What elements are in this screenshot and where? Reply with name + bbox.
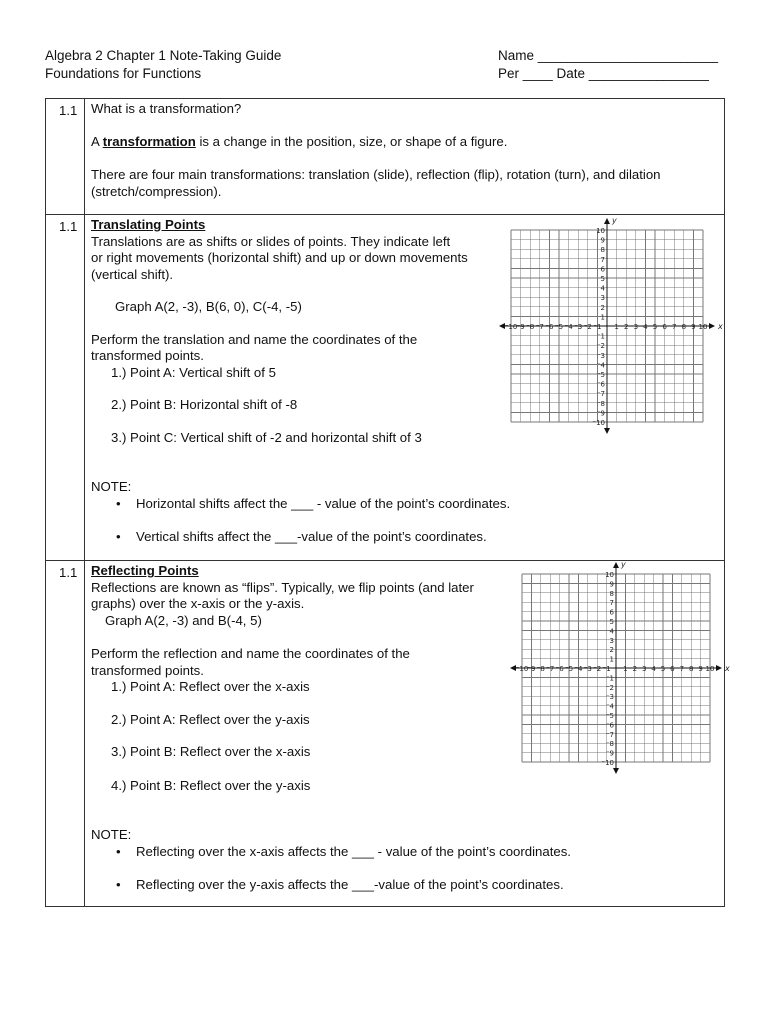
x-tick-label: ⁻6 — [555, 665, 564, 673]
y-tick-label: 10 — [596, 227, 605, 235]
x-tick-label: ⁻3 — [583, 665, 592, 673]
y-tick-label: 3 — [609, 636, 614, 645]
y-tick-label: 6 — [609, 608, 614, 617]
y-tick-label: 7 — [609, 599, 614, 608]
x-tick-label: 2 — [632, 665, 638, 673]
x-tick-label: ⁻4 — [574, 665, 583, 673]
x-tick-label: ⁻1 — [593, 323, 602, 331]
y-tick-label: 2 — [609, 646, 614, 655]
x-tick-label: 3 — [633, 323, 639, 331]
y-axis-label: y — [621, 560, 626, 569]
y-tick-label: ⁻7 — [596, 390, 605, 399]
exercise-item: 2.) Point A: Reflect over the y-axis — [111, 711, 310, 727]
section-row-transformation — [46, 99, 725, 215]
y-tick-label: 3 — [600, 294, 605, 303]
graph-instruction: Graph A(2, -3) and B(-4, 5) — [105, 612, 262, 628]
x-tick-label: ⁻8 — [536, 665, 545, 673]
section-row-translating — [46, 215, 725, 561]
x-tick-label: ⁻9 — [516, 323, 525, 331]
x-tick-label: ⁻2 — [583, 323, 592, 331]
x-tick-label: 9 — [691, 323, 696, 331]
y-tick-label: 9 — [609, 580, 614, 589]
y-tick-label: 7 — [600, 255, 605, 264]
y-tick-label: 5 — [600, 275, 605, 283]
y-tick-label: 9 — [600, 236, 605, 245]
y-tick-label: 1 — [600, 313, 605, 322]
y-tick-label: ⁻1 — [605, 674, 614, 683]
intro-line: (vertical shift). — [91, 266, 174, 282]
x-tick-label: 6 — [670, 665, 675, 673]
note-table — [45, 98, 730, 907]
x-tick-label: 7 — [679, 665, 685, 673]
note-label: NOTE: — [91, 479, 132, 494]
x-tick-label: 5 — [660, 665, 666, 673]
x-axis-label: x — [725, 664, 730, 673]
definition-term: transformation — [102, 133, 196, 149]
x-tick-label: 9 — [698, 665, 703, 673]
section-number: 1.1 — [46, 99, 85, 215]
y-tick-label: ⁻9 — [596, 409, 605, 418]
y-tick-label: ⁻2 — [596, 342, 605, 351]
exercise-item: 2.) Point B: Horizontal shift of -8 — [111, 397, 298, 412]
x-tick-label: 1 — [614, 323, 619, 331]
x-tick-label: ⁻2 — [593, 665, 602, 673]
note-bullet: • Vertical shifts affect the ___-value of the point’s coordinates. — [91, 529, 724, 546]
intro-line: graphs) over the x-axis or the y-axis. — [91, 596, 305, 611]
x-tick-label: 1 — [623, 665, 628, 673]
coordinate-grid[interactable] — [510, 560, 730, 779]
y-tick-label: ⁻5 — [605, 712, 614, 720]
section-body-reflecting — [85, 560, 730, 907]
transformations-list-text: There are four main transformations: translation (slide), reflection (flip), rotation (turn), and dilation (stretch/compression). — [91, 167, 661, 199]
section-body-transformation — [85, 99, 725, 215]
y-tick-label: 10 — [605, 571, 614, 579]
x-tick-label: 5 — [652, 323, 658, 331]
x-tick-label: ⁻8 — [526, 323, 535, 331]
x-axis-label: x — [718, 322, 723, 331]
y-tick-label: 8 — [600, 246, 605, 255]
y-tick-label: ⁻7 — [605, 730, 614, 739]
section-heading: Translating Points — [91, 217, 206, 232]
x-tick-label: 8 — [688, 665, 694, 673]
y-tick-label: 4 — [600, 284, 605, 293]
name-field[interactable]: Name ________________________ — [498, 48, 718, 63]
x-tick-label: ⁻5 — [564, 665, 574, 673]
y-tick-label: 5 — [609, 618, 614, 626]
x-tick-label: ⁻3 — [574, 323, 583, 331]
coordinate-grid[interactable] — [498, 218, 723, 444]
section-number: 1.1 — [46, 215, 85, 561]
exercise-item: 1.) Point A: Vertical shift of 5 — [111, 364, 276, 380]
y-tick-label: ⁻4 — [596, 361, 605, 370]
x-tick-label: ⁻10 — [504, 323, 518, 331]
header-right — [498, 47, 718, 83]
period-date-field[interactable]: Per ____ Date ________________ — [498, 66, 709, 81]
document-subtitle: Foundations for Functions — [45, 66, 202, 81]
x-tick-label: 8 — [681, 323, 687, 331]
y-tick-label: ⁻10 — [592, 419, 605, 427]
note-bullet: • Horizontal shifts affect the ___ - value of the point’s coordinates. — [91, 496, 724, 513]
x-tick-label: 4 — [643, 323, 648, 331]
y-tick-label: 6 — [600, 265, 605, 274]
x-tick-label: 10 — [698, 323, 708, 331]
y-axis-arrow-down — [613, 768, 619, 774]
y-axis-label: y — [612, 216, 617, 225]
x-tick-label: ⁻7 — [535, 323, 544, 331]
y-tick-label: ⁻3 — [596, 351, 605, 360]
y-tick-label: ⁻6 — [605, 721, 614, 730]
x-tick-label: 3 — [641, 665, 647, 673]
intro-line: Reflections are known as “flips”. Typically, we flip points (and later — [91, 579, 474, 595]
note-label: NOTE: — [91, 827, 132, 842]
x-tick-label: 10 — [705, 665, 715, 673]
document-title: Algebra 2 Chapter 1 Note-Taking Guide — [45, 48, 282, 63]
x-tick-label: ⁻9 — [527, 665, 536, 673]
exercise-item: 3.) Point C: Vertical shift of -2 and horizontal shift of 3 — [111, 429, 422, 445]
y-tick-label: ⁻2 — [605, 683, 614, 692]
y-tick-label: ⁻4 — [605, 702, 614, 711]
x-tick-label: 6 — [662, 323, 667, 331]
intro-line: or right movements (horizontal shift) and up or down movements — [91, 250, 468, 265]
y-tick-label: 4 — [609, 627, 614, 636]
intro-line: Translations are as shifts or slides of points. They indicate left — [91, 233, 451, 249]
x-tick-label: ⁻5 — [554, 323, 564, 331]
y-tick-label: ⁻8 — [596, 399, 605, 408]
y-tick-label: 1 — [609, 655, 614, 664]
graph-instruction: Graph A(2, -3), B(6, 0), C(-4, -5) — [115, 299, 302, 314]
section-heading: Reflecting Points — [91, 563, 199, 578]
x-tick-label: 4 — [651, 665, 656, 673]
section-row-reflecting — [46, 561, 725, 907]
question-text: What is a transformation? — [91, 101, 242, 116]
y-tick-label: ⁻6 — [596, 380, 605, 389]
perform-line: transformed points. — [91, 662, 204, 678]
definition-text: A transformation is a change in the position, size, or shape of a figure. — [91, 133, 508, 149]
y-tick-label: ⁻8 — [605, 740, 614, 749]
y-axis-arrow-up — [604, 218, 610, 224]
perform-line: Perform the reflection and name the coordinates of the — [91, 646, 410, 661]
x-tick-label: ⁻4 — [564, 323, 573, 331]
y-tick-label: ⁻1 — [596, 332, 605, 341]
y-tick-label: ⁻3 — [605, 693, 614, 702]
x-axis-arrow-right — [716, 665, 722, 671]
note-bullet: • Reflecting over the x-axis affects the ___ - value of the point’s coordinates. — [91, 844, 724, 861]
x-tick-label: ⁻10 — [515, 665, 529, 673]
y-tick-label: 8 — [609, 589, 614, 598]
y-tick-label: ⁻9 — [605, 749, 614, 758]
y-axis-arrow-down — [604, 428, 610, 434]
exercise-item: 4.) Point B: Reflect over the y-axis — [111, 777, 311, 793]
section-number: 1.1 — [46, 561, 85, 907]
y-tick-label: ⁻5 — [596, 371, 605, 379]
perform-line: transformed points. — [91, 348, 204, 363]
section-body-translating — [85, 215, 725, 561]
x-tick-label: ⁻6 — [545, 323, 554, 331]
exercise-item: 3.) Point B: Reflect over the x-axis — [111, 744, 311, 759]
x-tick-label: 2 — [623, 323, 629, 331]
y-tick-label: ⁻10 — [601, 759, 614, 767]
note-bullet: • Reflecting over the y-axis affects the ___-value of the point’s coordinates. — [91, 877, 724, 894]
x-tick-label: ⁻1 — [602, 665, 611, 673]
x-tick-label: 7 — [671, 323, 677, 331]
header-left — [45, 47, 281, 83]
x-tick-label: ⁻7 — [546, 665, 555, 673]
perform-line: Perform the translation and name the coordinates of the — [91, 331, 418, 347]
y-tick-label: 2 — [600, 303, 605, 312]
exercise-item: 1.) Point A: Reflect over the x-axis — [111, 679, 310, 694]
x-axis-arrow-right — [709, 323, 715, 329]
